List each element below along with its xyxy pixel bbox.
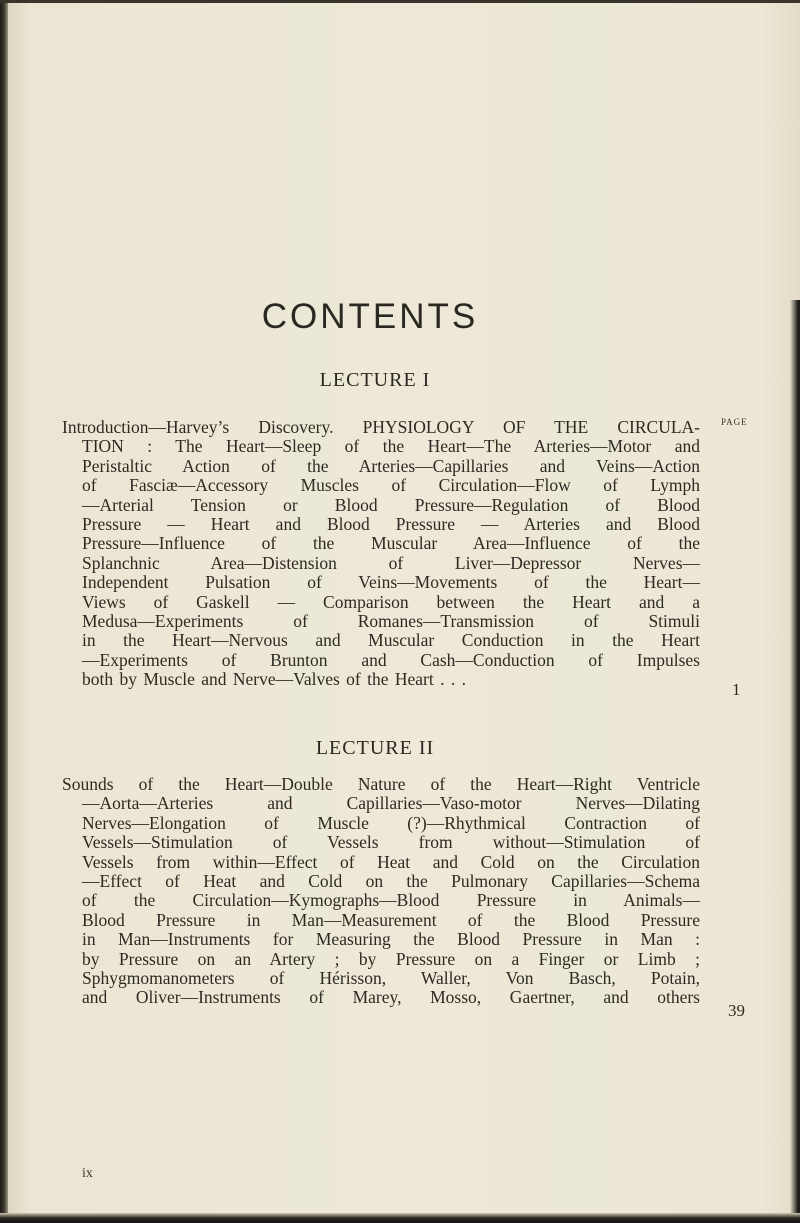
lecture-1-page-number: 1 xyxy=(732,680,741,699)
toc-line: of Fasciæ—Accessory Muscles of Circulation—Flow of Lymph xyxy=(82,475,700,496)
toc-line: Medusa—Experiments of Romanes—Transmission of Stimuli xyxy=(82,611,700,632)
toc-line: both by Muscle and Nerve—Valves of the Heart . . . xyxy=(82,669,466,690)
toc-line: by Pressure on an Artery ; by Pressure on a Finger or Limb ; xyxy=(82,948,700,969)
lecture-2-page-number: 39 xyxy=(728,1001,745,1020)
toc-line: Views of Gaskell — Comparison between the Heart and a xyxy=(82,591,700,612)
toc-line: —Arterial Tension or Blood Pressure—Regulation of Blood xyxy=(82,494,700,515)
page-gutter-shadow xyxy=(0,0,8,1223)
lecture-2-summary xyxy=(62,775,700,1008)
toc-line: Independent Pulsation of Veins—Movements of the Heart— xyxy=(82,572,700,593)
lecture-1-heading: LECTURE I xyxy=(319,369,431,391)
toc-line: Vessels—Stimulation of Vessels from without—Stimulation of xyxy=(82,832,700,853)
toc-line: TION : The Heart—Sleep of the Heart—The Arteries—Motor and xyxy=(82,436,700,457)
lecture-2-heading: LECTURE II xyxy=(315,737,435,759)
toc-line: Blood Pressure in Man—Measurement of the Blood Pressure xyxy=(82,909,700,930)
toc-line: —Aorta—Arteries and Capillaries—Vaso-motor Nerves—Dilating xyxy=(82,793,700,814)
page-top-edge xyxy=(0,0,800,3)
toc-line: Sphygmomanometers of Hérisson, Waller, Von Basch, Potain, xyxy=(82,968,700,989)
toc-line: Peristaltic Action of the Arteries—Capillaries and Veins—Action xyxy=(82,455,700,476)
toc-line: in Man—Instruments for Measuring the Blood Pressure in Man : xyxy=(82,929,700,950)
toc-line: —Effect of Heat and Cold on the Pulmonary Capillaries—Schema xyxy=(82,871,700,892)
toc-line: Pressure — Heart and Blood Pressure — Arteries and Blood xyxy=(82,514,700,535)
page-bottom-edge xyxy=(0,1213,800,1223)
toc-line: of the Circulation—Kymographs—Blood Pressure in Animals— xyxy=(82,890,700,911)
toc-line: —Experiments of Brunton and Cash—Conduction of Impulses xyxy=(82,649,700,670)
toc-line: in the Heart—Nervous and Muscular Conduction in the Heart xyxy=(82,630,700,651)
page-column-label: PAGE xyxy=(721,417,748,427)
toc-line: Splanchnic Area—Distension of Liver—Depressor Nerves— xyxy=(82,552,700,573)
contents-title: CONTENTS xyxy=(261,297,479,336)
page-folio: ix xyxy=(82,1166,93,1181)
toc-line: Nerves—Elongation of Muscle (?)—Rhythmical Contraction of xyxy=(82,812,700,833)
toc-line: and Oliver—Instruments of Marey, Mosso, Gaertner, and others xyxy=(82,987,700,1008)
page-right-edge xyxy=(790,300,800,1223)
toc-line: Sounds of the Heart—Double Nature of the Heart—Right Ventricle xyxy=(62,774,700,794)
toc-line: Vessels from within—Effect of Heat and Cold on the Circulation xyxy=(82,851,700,872)
toc-line: Introduction—Harvey’s Discovery. PHYSIOLOGY OF THE CIRCULA- xyxy=(62,417,700,437)
toc-line: Pressure—Influence of the Muscular Area—Influence of the xyxy=(82,533,700,554)
lecture-1-summary xyxy=(62,418,700,690)
